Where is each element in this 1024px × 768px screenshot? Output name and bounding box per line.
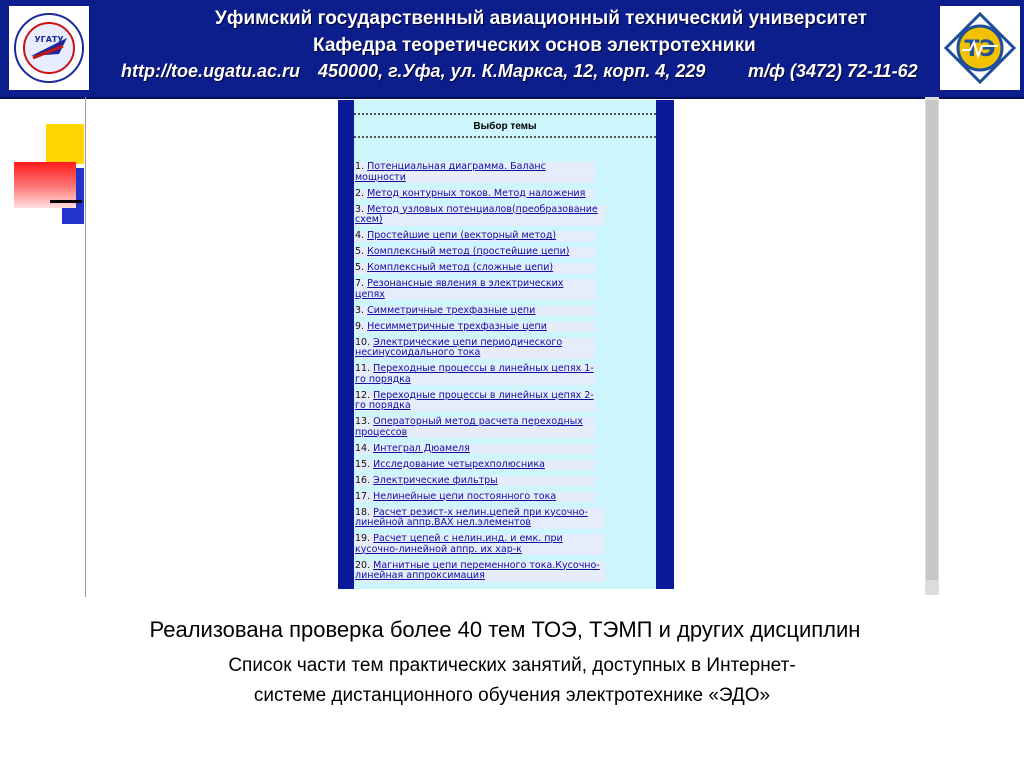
department-name: Кафедра теоретических основ электротехники [313,35,756,56]
topic-selection-heading: Выбор темы [473,121,537,132]
topic-item-7[interactable] [355,279,595,300]
topic-link[interactable]: Интеграл Дюамеля [373,442,470,454]
decor-yellow-square [46,124,84,164]
topic-number: 1. [355,161,365,172]
topic-link[interactable]: Простейшие цепи (векторный метод) [367,230,557,241]
topic-number: 16. [355,474,371,486]
department-emblem-icon [944,12,1016,84]
topic-link[interactable]: Расчет резист-х нелин.цепей при кусочно-линейной аппр.ВАХ нел.элементов [355,506,588,528]
topic-number: 3. [355,304,365,316]
web-page-content [354,100,656,589]
topic-item-3[interactable] [355,205,605,226]
topic-link[interactable]: Комплексный метод (простейшие цепи) [367,246,570,257]
topic-link[interactable]: Потенциальная диаграмма. Баланс мощности [355,161,546,183]
topic-item-16[interactable] [355,476,595,487]
topic-link[interactable]: Нелинейные цепи постоянного тока [373,490,557,502]
topic-item-2[interactable] [355,189,595,200]
topic-link[interactable]: Резонансные явления в электрических цепях [355,278,564,300]
topic-item-15[interactable] [355,460,595,471]
topic-link[interactable]: Исследование четырехполюсника [373,458,545,470]
caption-sub-line2: системе дистанционного обучения электротехнике «ЭДО» [253,685,771,706]
topic-number: 9. [355,320,365,332]
topic-item-12[interactable] [355,391,595,412]
topic-link[interactable]: Операторный метод расчета переходных процессов [355,416,583,438]
topic-number: 12. [355,389,371,401]
topic-item-14[interactable] [355,444,595,455]
dotted-divider-top [354,113,656,115]
topic-number: 14. [355,442,371,454]
topic-link[interactable]: Магнитные цепи переменного тока.Кусочно-линейная аппроксимация [355,559,600,581]
scrollbar-thumb[interactable] [926,100,938,580]
topic-link[interactable]: Несимметричные трехфазные цепи [367,320,547,332]
topic-number: 11. [355,363,371,374]
topic-number: 13. [355,416,371,427]
topic-number: 15. [355,458,371,470]
topic-link[interactable]: Переходные процессы в линейных цепях 1-го порядка [355,363,594,385]
topic-number: 10. [355,336,371,348]
web-page-screenshot [338,100,674,589]
topic-number: 4. [355,230,365,241]
topic-number: 17. [355,490,371,502]
caption-main: Реализована проверка более 40 тем ТОЭ, ТЭМП и других дисциплин [149,617,861,642]
postal-address: 450000, г.Уфа, ул. К.Маркса, 12, корп. 4, 229 [318,61,706,81]
topic-item-13[interactable] [355,417,595,438]
topic-link[interactable]: Симметричные трехфазные цепи [367,304,536,316]
logo-right-text: ТЭ [964,37,996,62]
topic-number: 5. [355,246,365,257]
caption-sub-line1: Список части тем практических занятий, доступных в Интернет- [228,655,796,676]
topic-item-18[interactable] [355,508,605,529]
topic-number: 19. [355,533,371,544]
dotted-divider-bottom [354,136,656,138]
phone-fax: т/ф (3472) 72-11-62 [748,61,918,81]
logo-left-text: УГАТУ [34,35,64,44]
decor-dash [50,200,82,203]
topic-link[interactable]: Электрические фильтры [373,474,498,486]
topic-item-1[interactable] [355,162,595,183]
topic-link[interactable]: Электрические цепи периодического несинусоидального тока [355,336,563,358]
caption-sub [0,651,1024,711]
topic-list [355,162,655,587]
topic-item-10[interactable] [355,338,595,359]
topic-number: 3. [355,203,365,215]
topic-item-19[interactable] [355,534,605,555]
site-url[interactable]: http://toe.ugatu.ac.ru [121,61,300,81]
topic-number: 2. [355,187,365,199]
topic-item-6[interactable] [355,263,595,274]
header-banner [0,0,1024,99]
university-name: Уфимский государственный авиационный технический университет [215,8,868,29]
topic-number: 20. [355,559,371,571]
topic-number: 18. [355,506,371,518]
topic-link[interactable]: Метод контурных токов. Метод наложения [367,187,586,199]
topic-number: 7. [355,278,365,289]
department-logo [940,6,1020,90]
topic-number: 5. [355,262,365,273]
university-logo [9,6,89,90]
topic-link[interactable]: Расчет цепей с нелин.инд. и емк. при кусочно-линейной аппр. их хар-к [355,533,563,555]
topic-item-4[interactable] [355,231,595,242]
left-divider-line [85,97,86,597]
topic-item-9[interactable] [355,322,595,333]
topic-link[interactable]: Метод узловых потенциалов(преобразование схем) [355,203,598,225]
topic-item-8[interactable] [355,306,595,317]
topic-link[interactable]: Комплексный метод (сложные цепи) [367,262,554,273]
topic-item-5[interactable] [355,247,595,258]
university-emblem-icon [13,12,85,84]
topic-item-17[interactable] [355,492,595,503]
topic-item-11[interactable] [355,364,595,385]
topic-link[interactable]: Переходные процессы в линейных цепях 2-го порядка [355,389,594,411]
topic-item-20[interactable] [355,561,605,582]
